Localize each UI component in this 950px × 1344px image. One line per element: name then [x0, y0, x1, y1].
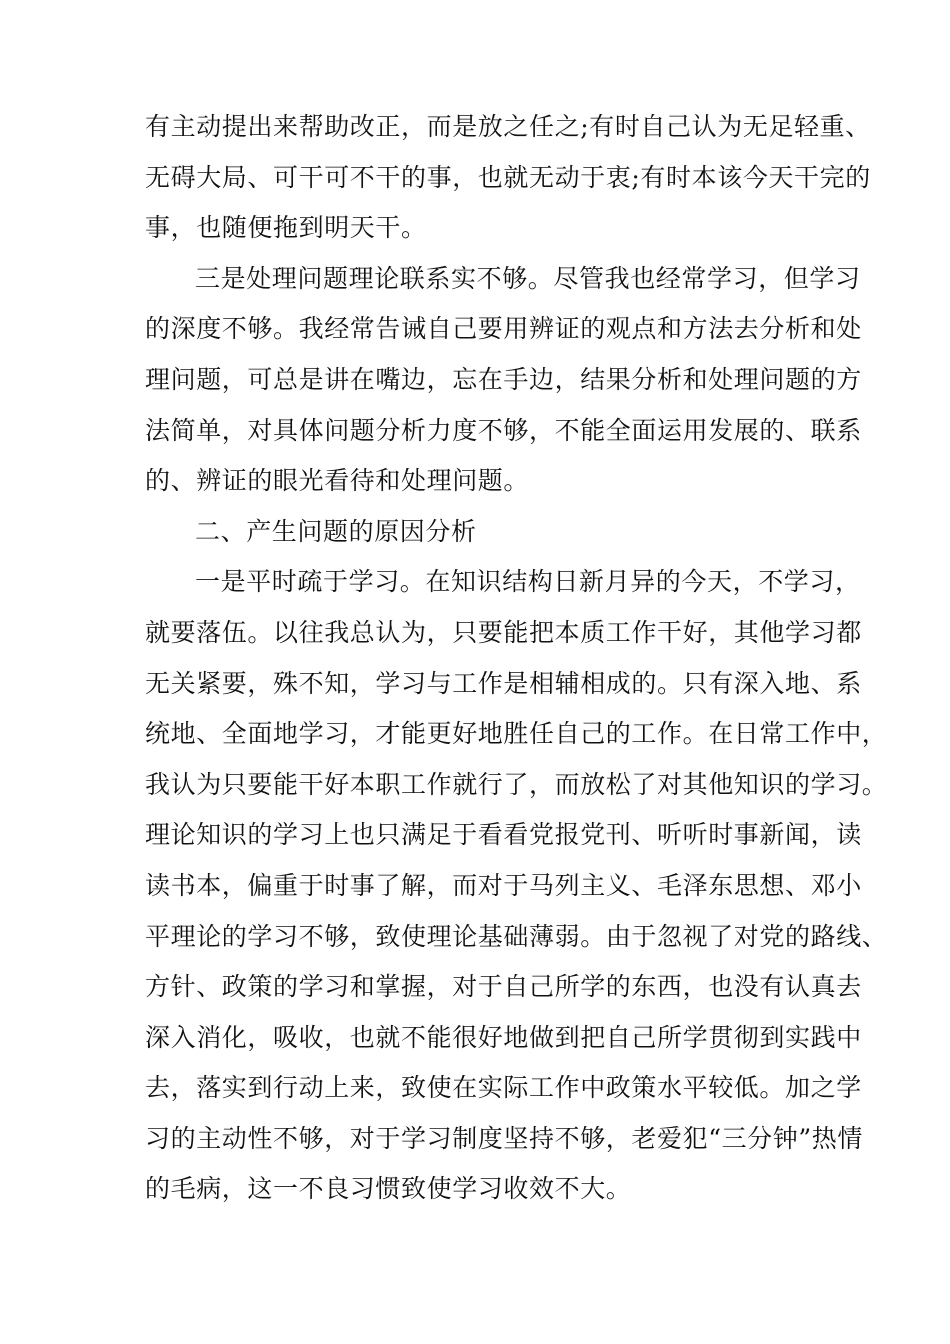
text-line: 有主动提出来帮助改正，而是放之任之;有时自己认为无足轻重、	[145, 112, 871, 141]
text-line: 读书本，偏重于时事了解，而对于马列主义、毛泽东思想、邓小	[145, 870, 862, 900]
document-body	[145, 102, 888, 1215]
text-line: 无关紧要，殊不知，学习与工作是相辅相成的。只有深入地、系	[145, 668, 862, 698]
text-line: 的毛病，这一不良习惯致使学习收效不大。	[145, 1174, 632, 1204]
paragraph-start-line: 三是处理问题理论联系实不够。尽管我也经常学习，但学习	[195, 263, 861, 293]
text-line: 统地、全面地学习，才能更好地胜任自己的工作。在日常工作中，	[145, 719, 888, 749]
text-line: 法简单，对具体问题分析力度不够，不能全面运用发展的、联系	[145, 415, 862, 445]
text-line: 习的主动性不够，对于学习制度坚持不够，老爱犯“三分钟”热情	[145, 1123, 863, 1153]
text-line: 平理论的学习不够，致使理论基础薄弱。由于忽视了对党的路线、	[145, 921, 888, 951]
paragraph-start-line: 一是平时疏于学习。在知识结构日新月异的今天，不学习，	[195, 567, 861, 597]
text-line: 深入消化，吸收，也就不能很好地做到把自己所学贯彻到实践中	[145, 1022, 862, 1052]
text-line: 理论知识的学习上也只满足于看看党报党刊、听听时事新闻，读	[145, 820, 862, 850]
text-line: 方针、政策的学习和掌握，对于自己所学的东西，也没有认真去	[145, 972, 862, 1002]
text-line: 就要落伍。以往我总认为，只要能把本质工作干好，其他学习都	[145, 617, 862, 647]
text-line: 事，也随便拖到明天干。	[145, 213, 427, 243]
text-line: 去，落实到行动上来，致使在实际工作中政策水平较低。加之学	[145, 1073, 862, 1103]
text-line: 理问题，可总是讲在嘴边，忘在手边，结果分析和处理问题的方	[145, 364, 862, 394]
text-line: 的深度不够。我经常告诫自己要用辨证的观点和方法去分析和处	[145, 314, 862, 344]
text-line: 的、辨证的眼光看待和处理问题。	[145, 466, 530, 496]
text-line: 我认为只要能干好本职工作就行了，而放松了对其他知识的学习。	[145, 769, 888, 799]
text-line: 无碍大局、可干可不干的事，也就无动于衷;有时本该今天干完的	[145, 162, 871, 192]
section-heading: 二、产生问题的原因分析	[195, 516, 477, 546]
